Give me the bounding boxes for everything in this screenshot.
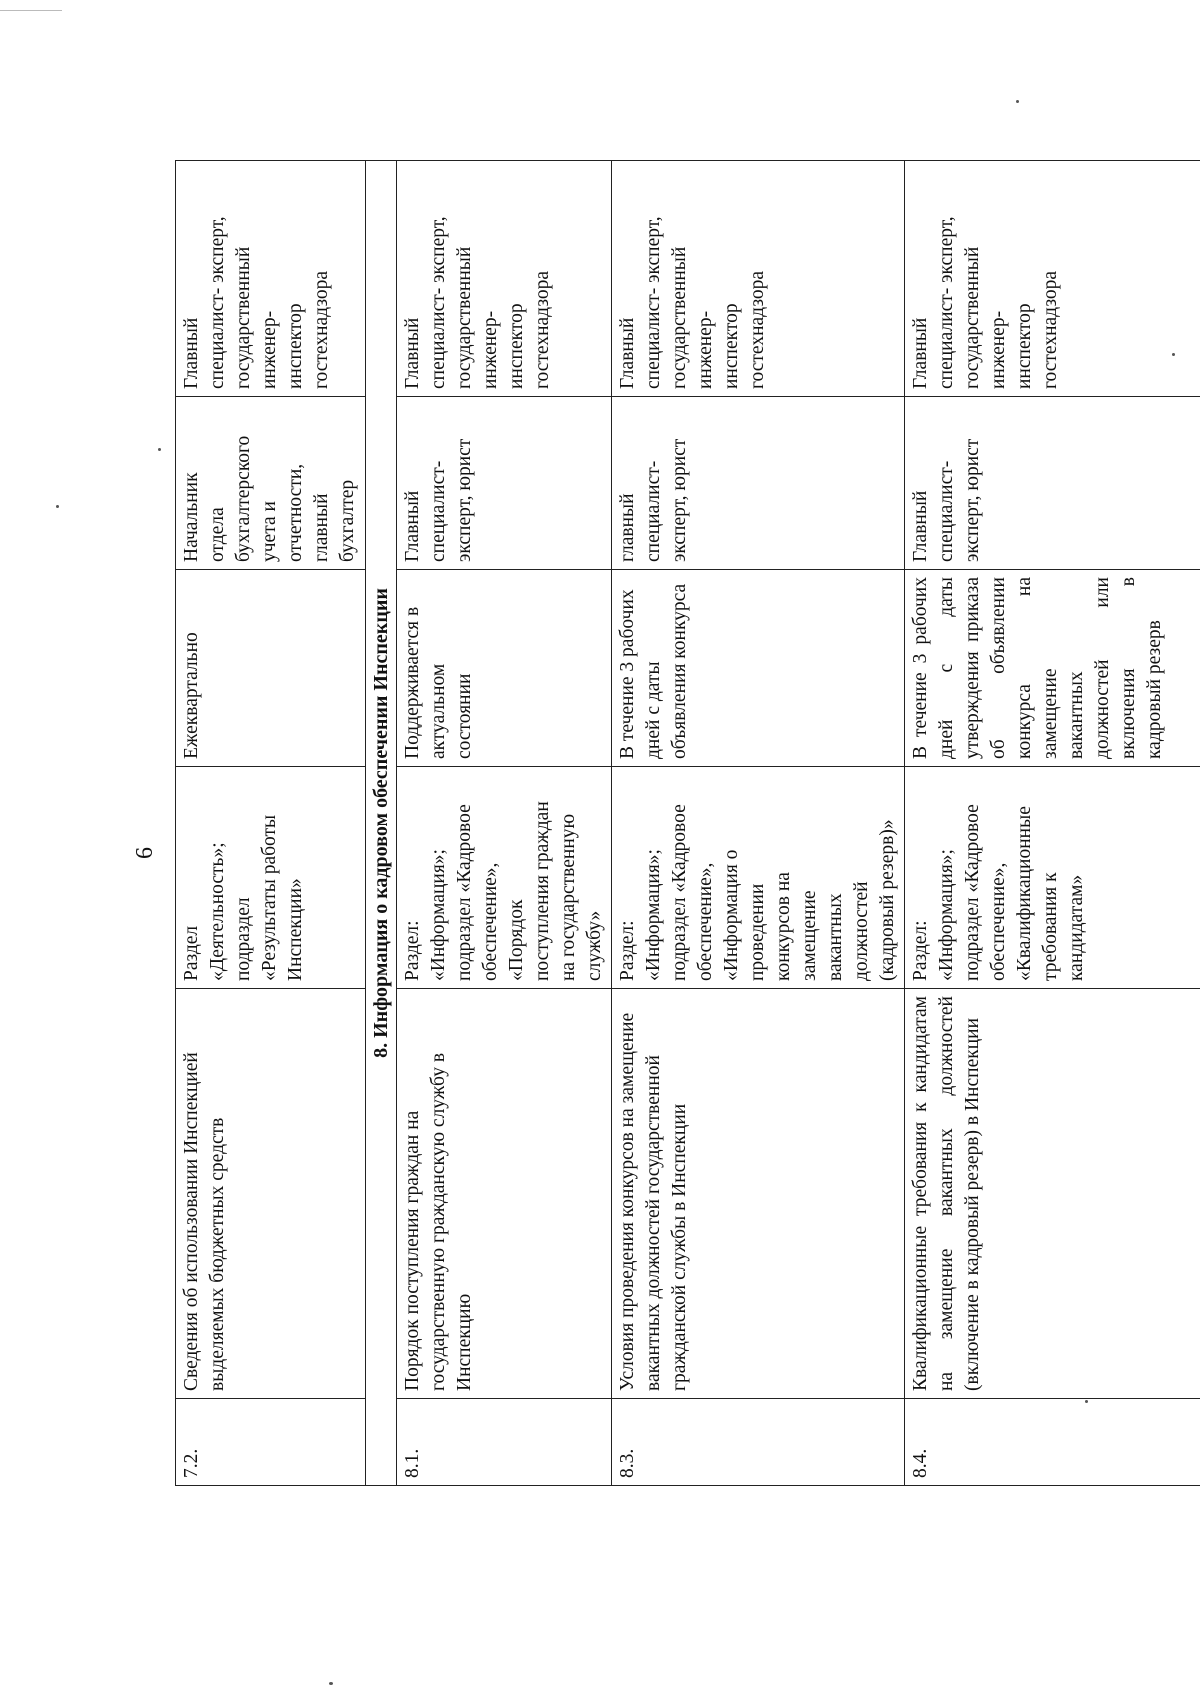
row-number: 8.3.	[612, 1399, 905, 1486]
table-row	[176, 161, 366, 1486]
row-responsible: Начальник отдела бухгалтерского учета и отчетности, главный бухгалтер	[176, 397, 366, 570]
row-periodicity: В течение 3 рабочих дней с даты утверждения приказа об объявлении конкурса на замещение вакантных должностей или включения в кадровый резерв	[905, 570, 1200, 767]
scan-speck	[56, 505, 59, 508]
row-location: Раздел: «Информация»; подраздел «Кадровое обеспечение», «Квалификационные требования к кандидатам»	[905, 767, 1200, 989]
row-title: Сведения об использовании Инспекцией выделяемых бюджетных средств	[176, 989, 366, 1399]
row-location: Раздел: «Информация»; подраздел «Кадровое обеспечение», «Порядок поступления граждан на государственную службу»	[397, 767, 612, 989]
table-row	[397, 161, 612, 1486]
row-title: Квалификационные требования к кандидатам на замещение вакантных должностей (включение в кадровый резерв) в Инспекции	[905, 989, 1200, 1399]
row-location: Раздел «Деятельность»; подраздел «Результаты работы Инспекции»	[176, 767, 366, 989]
row-number: 8.1.	[397, 1399, 612, 1486]
scan-edge-mark	[0, 10, 62, 11]
row-title: Порядок поступления граждан на государственную гражданскую службу в Инспекцию	[397, 989, 612, 1399]
row-responsible: главный специалист- эксперт, юрист	[612, 397, 905, 570]
row-location: Раздел: «Информация»; подраздел «Кадровое обеспечение», «Информация о проведении конкурсов на замещение вакантных должностей (кадровый резерв)»	[612, 767, 905, 989]
page-number: 6	[132, 847, 158, 859]
scan-speck	[1016, 100, 1019, 103]
information-table	[175, 160, 1200, 1486]
scan-speck	[158, 448, 161, 451]
row-coordinator: Главный специалист- эксперт, государственный инженер- инспектор гостехнадзора	[612, 161, 905, 397]
row-coordinator: Главный специалист- эксперт, государственный инженер- инспектор гостехнадзора	[905, 161, 1200, 397]
rotated-table-wrapper	[175, 161, 1194, 1486]
table-row	[905, 161, 1200, 1486]
section-title: 8. Информация о кадровом обеспечении Инспекции	[366, 161, 397, 1486]
table-row	[612, 161, 905, 1486]
row-coordinator: Главный специалист- эксперт, государственный инженер- инспектор гостехнадзора	[176, 161, 366, 397]
scan-speck	[1085, 1400, 1088, 1403]
row-title: Условия проведения конкурсов на замещение вакантных должностей государственной гражданской службы в Инспекции	[612, 989, 905, 1399]
row-responsible: Главный специалист- эксперт, юрист	[905, 397, 1200, 570]
scan-speck	[329, 1682, 333, 1685]
row-number: 7.2.	[176, 1399, 366, 1486]
row-number: 8.4.	[905, 1399, 1200, 1486]
section-header-row	[366, 161, 397, 1486]
row-periodicity: В течение 3 рабочих дней с даты объявления конкурса	[612, 570, 905, 767]
row-responsible: Главный специалист- эксперт, юрист	[397, 397, 612, 570]
row-coordinator: Главный специалист- эксперт, государственный инженер- инспектор гостехнадзора	[397, 161, 612, 397]
row-periodicity: Ежеквартально	[176, 570, 366, 767]
scan-speck	[1172, 353, 1175, 356]
row-periodicity: Поддерживается в актуальном состоянии	[397, 570, 612, 767]
